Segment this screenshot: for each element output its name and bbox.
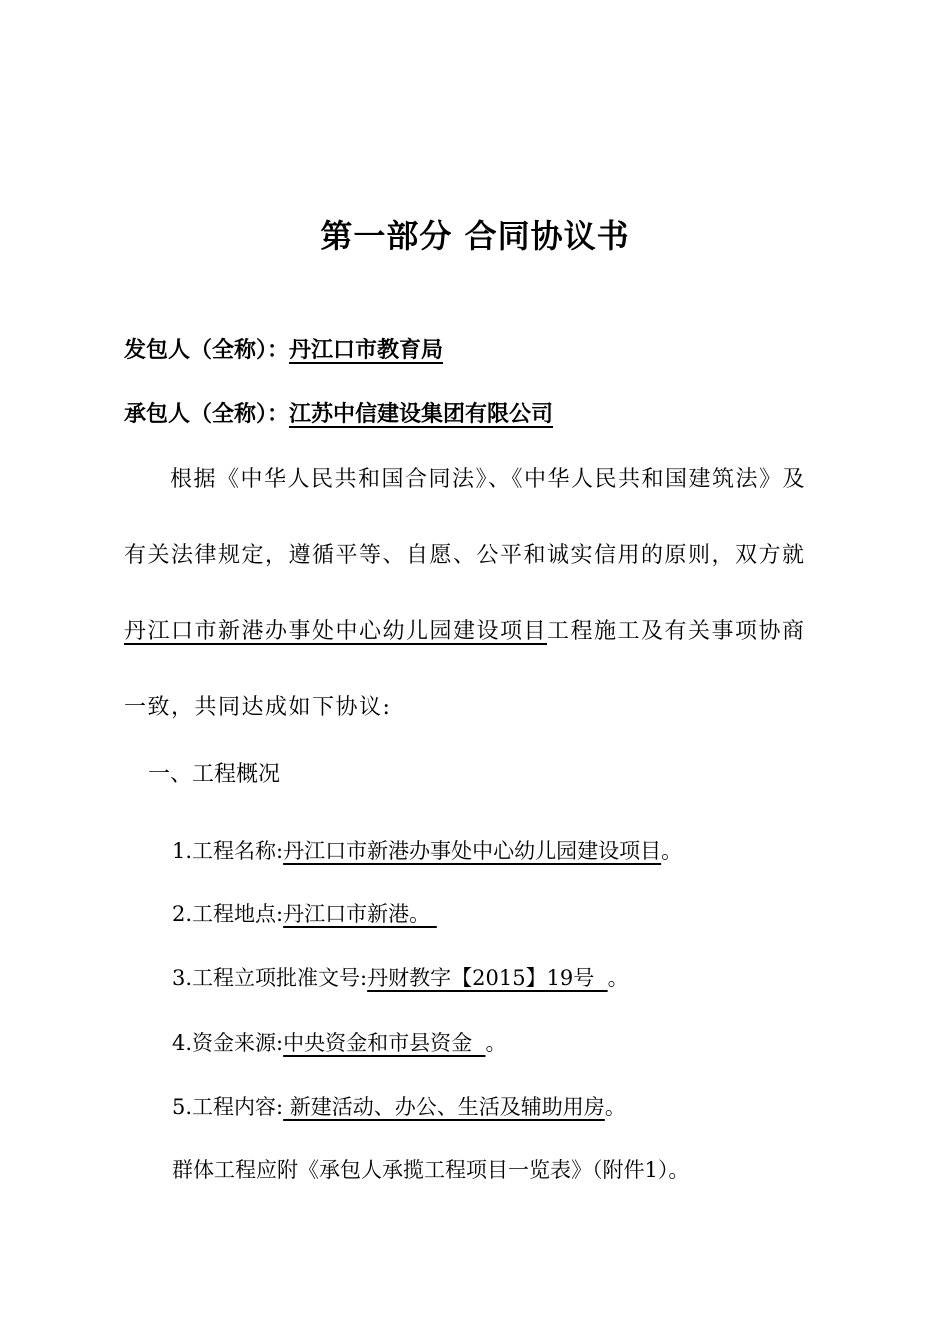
item-project-name xyxy=(172,834,682,868)
item-label: 4.资金来源: xyxy=(172,1031,284,1055)
item-label: 1.工程名称: xyxy=(172,839,284,863)
item-label: 3.工程立项批准文号: xyxy=(172,966,368,990)
contractor-label: 承包人（全称）： xyxy=(124,402,290,427)
intro-text-2: 工程施工及有关事项协商一致，共同达成如下协议: xyxy=(124,619,806,720)
item-suffix: 。 xyxy=(604,1095,626,1119)
group-project-note: 群体工程应附《承包人承揽工程项目一览表》（附件1）。 xyxy=(172,1158,690,1182)
item-value: 丹财教字【2015】19号 xyxy=(367,966,608,990)
contractor-line xyxy=(124,398,553,432)
item-value: 丹江口市新港办事处中心幼儿园建设项目 xyxy=(283,839,662,863)
employer-label: 发包人（全称）： xyxy=(124,338,290,363)
item-suffix: 。 xyxy=(607,966,629,990)
item-label: 2.工程地点: xyxy=(172,902,284,926)
employer-line xyxy=(124,334,443,368)
intro-paragraph xyxy=(124,442,824,746)
item-suffix: 。 xyxy=(661,839,683,863)
section-heading-overview: 一、工程概况 xyxy=(148,762,281,787)
item-label: 5.工程内容: xyxy=(172,1095,284,1119)
contractor-value: 江苏中信建设集团有限公司 xyxy=(289,402,554,427)
page-title: 第一部分 合同协议书 xyxy=(320,217,630,255)
item-value: 新建活动、办公、生活及辅助用房 xyxy=(283,1095,605,1119)
item-approval-number xyxy=(172,961,629,995)
item-suffix: 。 xyxy=(485,1031,507,1055)
employer-value: 丹江口市教育局 xyxy=(289,338,444,363)
item-value: 丹江口市新港。 xyxy=(283,902,437,926)
intro-project-name: 丹江口市新港办事处中心幼儿园建设项目 xyxy=(124,619,548,644)
item-value: 中央资金和市县资金 xyxy=(283,1031,486,1055)
item-project-content xyxy=(172,1090,626,1124)
intro-text-1: 根据《中华人民共和国合同法》、《中华人民共和国建筑法》及有关法律规定，遵循平等、自愿、公平和诚实信用的原则，双方就 xyxy=(124,467,807,568)
item-funding-source xyxy=(172,1026,506,1060)
item-project-location xyxy=(172,897,437,931)
